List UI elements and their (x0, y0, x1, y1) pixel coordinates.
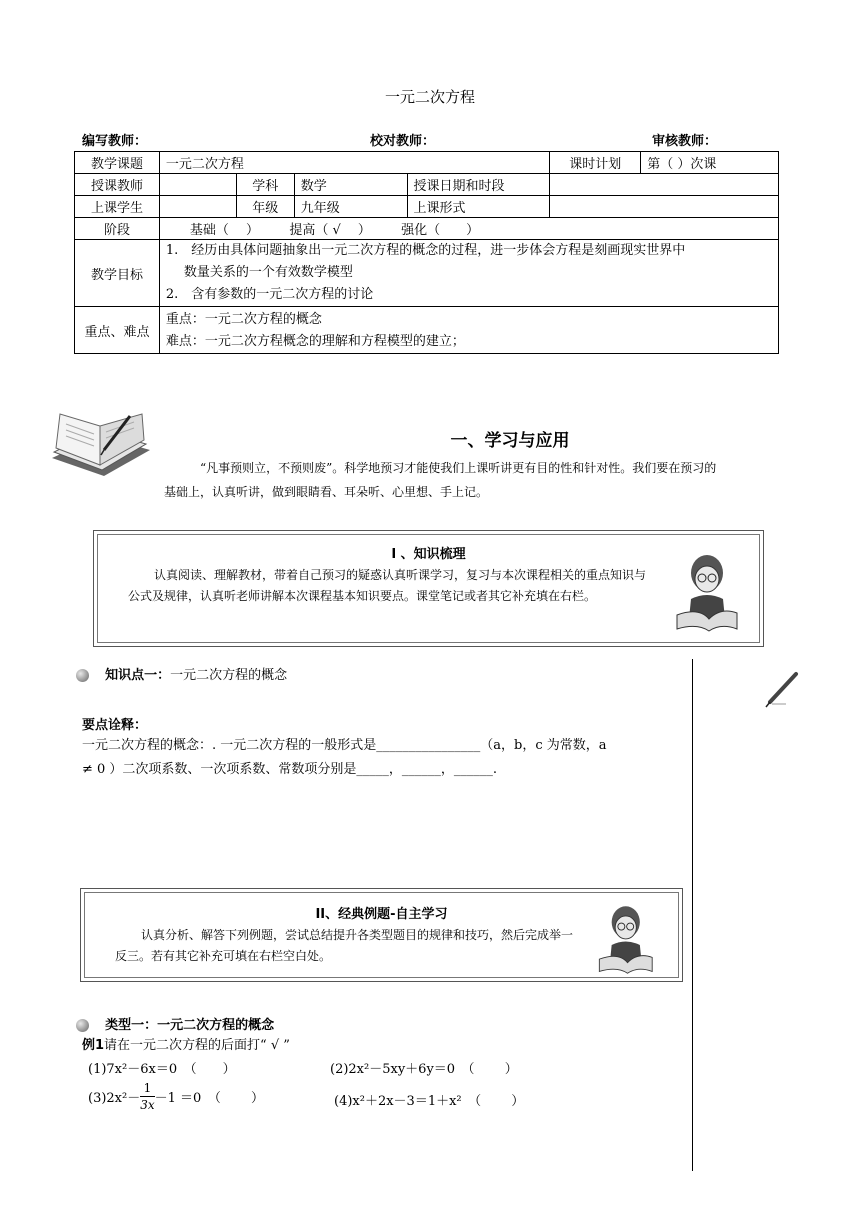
key-list (159, 307, 778, 354)
example1-text: 请在一元二次方程的后面打“ √ ” (104, 1038, 290, 1053)
schedule-label: 课时计划 (550, 152, 641, 174)
question-3-prefix: (3)2x²－ (88, 1091, 141, 1106)
section-title: 一、学习与应用 (450, 431, 570, 451)
student-value (159, 196, 236, 218)
date-value (550, 174, 779, 196)
reviewer-label: 审核教师： (652, 134, 718, 149)
open-book-icon (46, 410, 156, 482)
knowledge-summary-title: I 、知识梳理 (391, 547, 466, 562)
example1-label: 例1 (82, 1038, 105, 1053)
fraction-numerator: 1 (140, 1080, 154, 1097)
lesson-plan-table (74, 151, 779, 354)
question-3 (88, 1080, 264, 1113)
writer-label: 编写教师： (82, 134, 148, 149)
goals-list (159, 240, 778, 307)
student-thinking-icon (592, 901, 656, 975)
grade-value: 九年级 (294, 196, 407, 218)
teacher-label: 授课教师 (75, 174, 160, 196)
difficulty: 难点：一元二次方程概念的理解和方程模型的建立； (165, 334, 465, 349)
topic-label: 教学课题 (75, 152, 160, 174)
form-value (550, 196, 779, 218)
key-points-line-1: 一元二次方程的概念：. 一元二次方程的一般形式是________________（a，b，c 为常数，a (82, 738, 607, 753)
fraction-denominator: 3x (140, 1098, 155, 1112)
student-label: 上课学生 (75, 196, 160, 218)
page-title: 一元二次方程 (384, 88, 475, 106)
subject-label: 学科 (236, 174, 294, 196)
question-2: (2)2x²－5xy＋6y＝0 （ ） (330, 1062, 518, 1077)
stage-strengthen: 强化（ ） (401, 223, 480, 238)
schedule-value: 第（ ）次课 (641, 152, 779, 174)
stage-label: 阶段 (75, 218, 160, 240)
knowledge-point-text: 一元二次方程的概念 (170, 668, 288, 683)
stage-options (159, 218, 778, 240)
goal-1b: 数量关系的一个有效数学模型 (183, 265, 353, 280)
knowledge-summary-text: 认真阅读、理解教材，带着自己预习的疑惑认真听课学习，复习与本次课程相关的重点知识与公式及规律，认真听老师讲解本次课程基本知识要点。课堂笔记或者其它补充填在右栏。 (128, 568, 647, 603)
goal-2: 2. 含有参数的一元二次方程的讨论 (165, 287, 374, 302)
bullet-icon (76, 1019, 89, 1032)
examples-title: II、经典例题-自主学习 (315, 907, 448, 922)
question-3-suffix: －1 ＝0 （ ） (154, 1091, 264, 1106)
goal-1a: 1. 经历由具体问题抽象出一元二次方程的概念的过程，进一步体会方程是刻画现实世界中 (165, 243, 686, 258)
stage-basic: 基础（ ） (189, 223, 260, 238)
stage-improve: 提高（ √ ） (289, 223, 371, 238)
topic-value: 一元二次方程 (159, 152, 549, 174)
grade-label: 年级 (236, 196, 294, 218)
goals-label: 教学目标 (75, 240, 160, 307)
examples-box (80, 888, 683, 982)
key-points-body (82, 734, 690, 782)
pen-icon (762, 670, 802, 710)
date-label: 授课日期和时段 (407, 174, 550, 196)
teacher-value (159, 174, 236, 196)
type1-label: 类型一：一元二次方程的概念 (105, 1018, 275, 1033)
bullet-icon (76, 669, 89, 682)
key-points-line-2: ≠ 0 ）二次项系数、一次项系数、常数项分别是_____，______，______. (82, 762, 498, 777)
proofreader-label: 校对教师： (370, 134, 436, 149)
example1 (82, 1034, 290, 1053)
subject-value: 数学 (294, 174, 407, 196)
examples-text: 认真分析、解答下列例题，尝试总结提升各类型题目的规律和技巧，然后完成举一反三。若有其它补充可填在右栏空白处。 (115, 928, 574, 963)
key-point: 重点：一元二次方程的概念 (165, 312, 322, 327)
question-3-fraction (140, 1080, 154, 1113)
question-1: (1)7x²－6x＝0 （ ） (88, 1062, 236, 1077)
knowledge-point-label: 知识点一： (105, 668, 171, 683)
type1-heading (76, 1014, 274, 1033)
key-points-title: 要点诠释： (82, 718, 148, 733)
form-label: 上课形式 (407, 196, 550, 218)
key-label: 重点、难点 (75, 307, 160, 354)
knowledge-point-heading (76, 664, 287, 683)
knowledge-summary-box (93, 530, 764, 647)
student-reading-icon (669, 549, 741, 633)
notes-column-divider (692, 659, 693, 1171)
question-4: (4)x²＋2x－3＝1＋x² （ ） (334, 1094, 525, 1109)
motto-text: “凡事预则立，不预则废”。科学地预习才能使我们上课听讲更有目的性和针对性。我们要在预习的基础上，认真听讲，做到眼睛看、耳朵听、心里想、手上记。 (164, 461, 717, 499)
